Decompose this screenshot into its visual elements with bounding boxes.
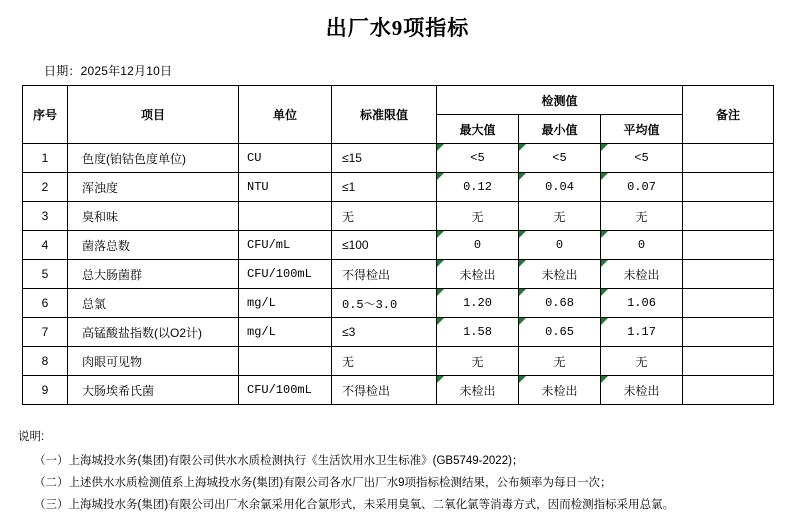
cell-max: 无	[437, 202, 519, 231]
cell-min: 无	[519, 202, 601, 231]
cell-item: 高锰酸盐指数(以O2计)	[68, 318, 239, 347]
cell-remark	[683, 318, 774, 347]
cell-num: 1	[23, 144, 68, 173]
cell-num: 2	[23, 173, 68, 202]
note-line-3: （三）上海城投水务(集团)有限公司出厂水余氯采用化合氯形式，未采用臭氧、二氧化氯等消毒方式，因而检测指标采用总氯。	[34, 498, 675, 511]
cell-min: 0.68	[519, 289, 601, 318]
cell-max: 未检出	[437, 376, 519, 405]
cell-limit: ≤1	[332, 173, 437, 202]
water-quality-table	[22, 85, 774, 405]
cell-avg: <5	[601, 144, 683, 173]
cell-limit: 无	[332, 202, 437, 231]
cell-unit: NTU	[239, 173, 332, 202]
cell-avg: 1.06	[601, 289, 683, 318]
cell-avg: 无	[601, 202, 683, 231]
cell-num: 5	[23, 260, 68, 289]
cell-item: 总大肠菌群	[68, 260, 239, 289]
cell-unit: mg/L	[239, 318, 332, 347]
cell-unit: CU	[239, 144, 332, 173]
header-item: 项目	[68, 86, 239, 144]
table-row	[23, 260, 774, 289]
note-line-1: （一）上海城投水务(集团)有限公司供水水质检测执行《生活饮用水卫生标准》(GB5749-2022)；	[34, 454, 524, 467]
cell-min: 无	[519, 347, 601, 376]
table-row	[23, 376, 774, 405]
cell-remark	[683, 347, 774, 376]
cell-remark	[683, 289, 774, 318]
cell-avg: 1.17	[601, 318, 683, 347]
table-header	[23, 86, 774, 144]
cell-item: 菌落总数	[68, 231, 239, 260]
cell-unit: CFU/100mL	[239, 260, 332, 289]
table-row	[23, 202, 774, 231]
cell-item: 肉眼可见物	[68, 347, 239, 376]
cell-max: 无	[437, 347, 519, 376]
cell-remark	[683, 260, 774, 289]
cell-max: 1.20	[437, 289, 519, 318]
cell-num: 3	[23, 202, 68, 231]
cell-unit: mg/L	[239, 289, 332, 318]
cell-num: 4	[23, 231, 68, 260]
cell-unit: CFU/100mL	[239, 376, 332, 405]
cell-min: 0.04	[519, 173, 601, 202]
cell-item: 浑浊度	[68, 173, 239, 202]
cell-remark	[683, 144, 774, 173]
note-line-2: （二）上述供水水质检测值系上海城投水务(集团)有限公司各水厂出厂水9项指标检测结果，公布频率为每日一次；	[34, 476, 612, 489]
table-row	[23, 144, 774, 173]
page-title: 出厂水9项指标	[325, 16, 470, 40]
cell-remark	[683, 231, 774, 260]
cell-limit: 不得检出	[332, 260, 437, 289]
cell-limit: ≤3	[332, 318, 437, 347]
cell-avg: 0.07	[601, 173, 683, 202]
table-row	[23, 318, 774, 347]
cell-remark	[683, 376, 774, 405]
table-row	[23, 173, 774, 202]
cell-limit: ≤100	[332, 231, 437, 260]
cell-min: <5	[519, 144, 601, 173]
header-max: 最大值	[437, 115, 519, 144]
cell-unit	[239, 202, 332, 231]
cell-min: 0.65	[519, 318, 601, 347]
header-num: 序号	[23, 86, 68, 144]
table-row	[23, 347, 774, 376]
cell-max: 未检出	[437, 260, 519, 289]
cell-avg: 0	[601, 231, 683, 260]
cell-num: 9	[23, 376, 68, 405]
cell-item: 臭和味	[68, 202, 239, 231]
cell-max: 1.58	[437, 318, 519, 347]
notes-title: 说明:	[18, 431, 45, 443]
cell-avg: 未检出	[601, 260, 683, 289]
cell-limit: 0.5～3.0	[332, 289, 437, 318]
header-remark: 备注	[683, 86, 774, 144]
cell-min: 未检出	[519, 260, 601, 289]
header-unit: 单位	[239, 86, 332, 144]
cell-avg: 未检出	[601, 376, 683, 405]
header-min: 最小值	[519, 115, 601, 144]
cell-remark	[683, 202, 774, 231]
table-row	[23, 231, 774, 260]
cell-min: 未检出	[519, 376, 601, 405]
cell-unit: CFU/mL	[239, 231, 332, 260]
cell-max: 0.12	[437, 173, 519, 202]
cell-max: 0	[437, 231, 519, 260]
header-limit: 标准限值	[332, 86, 437, 144]
cell-remark	[683, 173, 774, 202]
cell-limit: 无	[332, 347, 437, 376]
cell-limit: ≤15	[332, 144, 437, 173]
cell-avg: 无	[601, 347, 683, 376]
header-measured-group: 检测值	[437, 86, 683, 115]
cell-item: 总氯	[68, 289, 239, 318]
cell-num: 7	[23, 318, 68, 347]
cell-item: 色度(铂钴色度单位)	[68, 144, 239, 173]
header-avg: 平均值	[601, 115, 683, 144]
notes-section	[16, 427, 795, 516]
cell-num: 8	[23, 347, 68, 376]
table-header-row-1	[23, 86, 774, 115]
cell-limit: 不得检出	[332, 376, 437, 405]
report-date: 日期：2025年12月10日	[44, 64, 173, 78]
table-body	[23, 144, 774, 405]
table-row	[23, 289, 774, 318]
cell-num: 6	[23, 289, 68, 318]
cell-max: <5	[437, 144, 519, 173]
cell-min: 0	[519, 231, 601, 260]
cell-item: 大肠埃希氏菌	[68, 376, 239, 405]
cell-unit	[239, 347, 332, 376]
